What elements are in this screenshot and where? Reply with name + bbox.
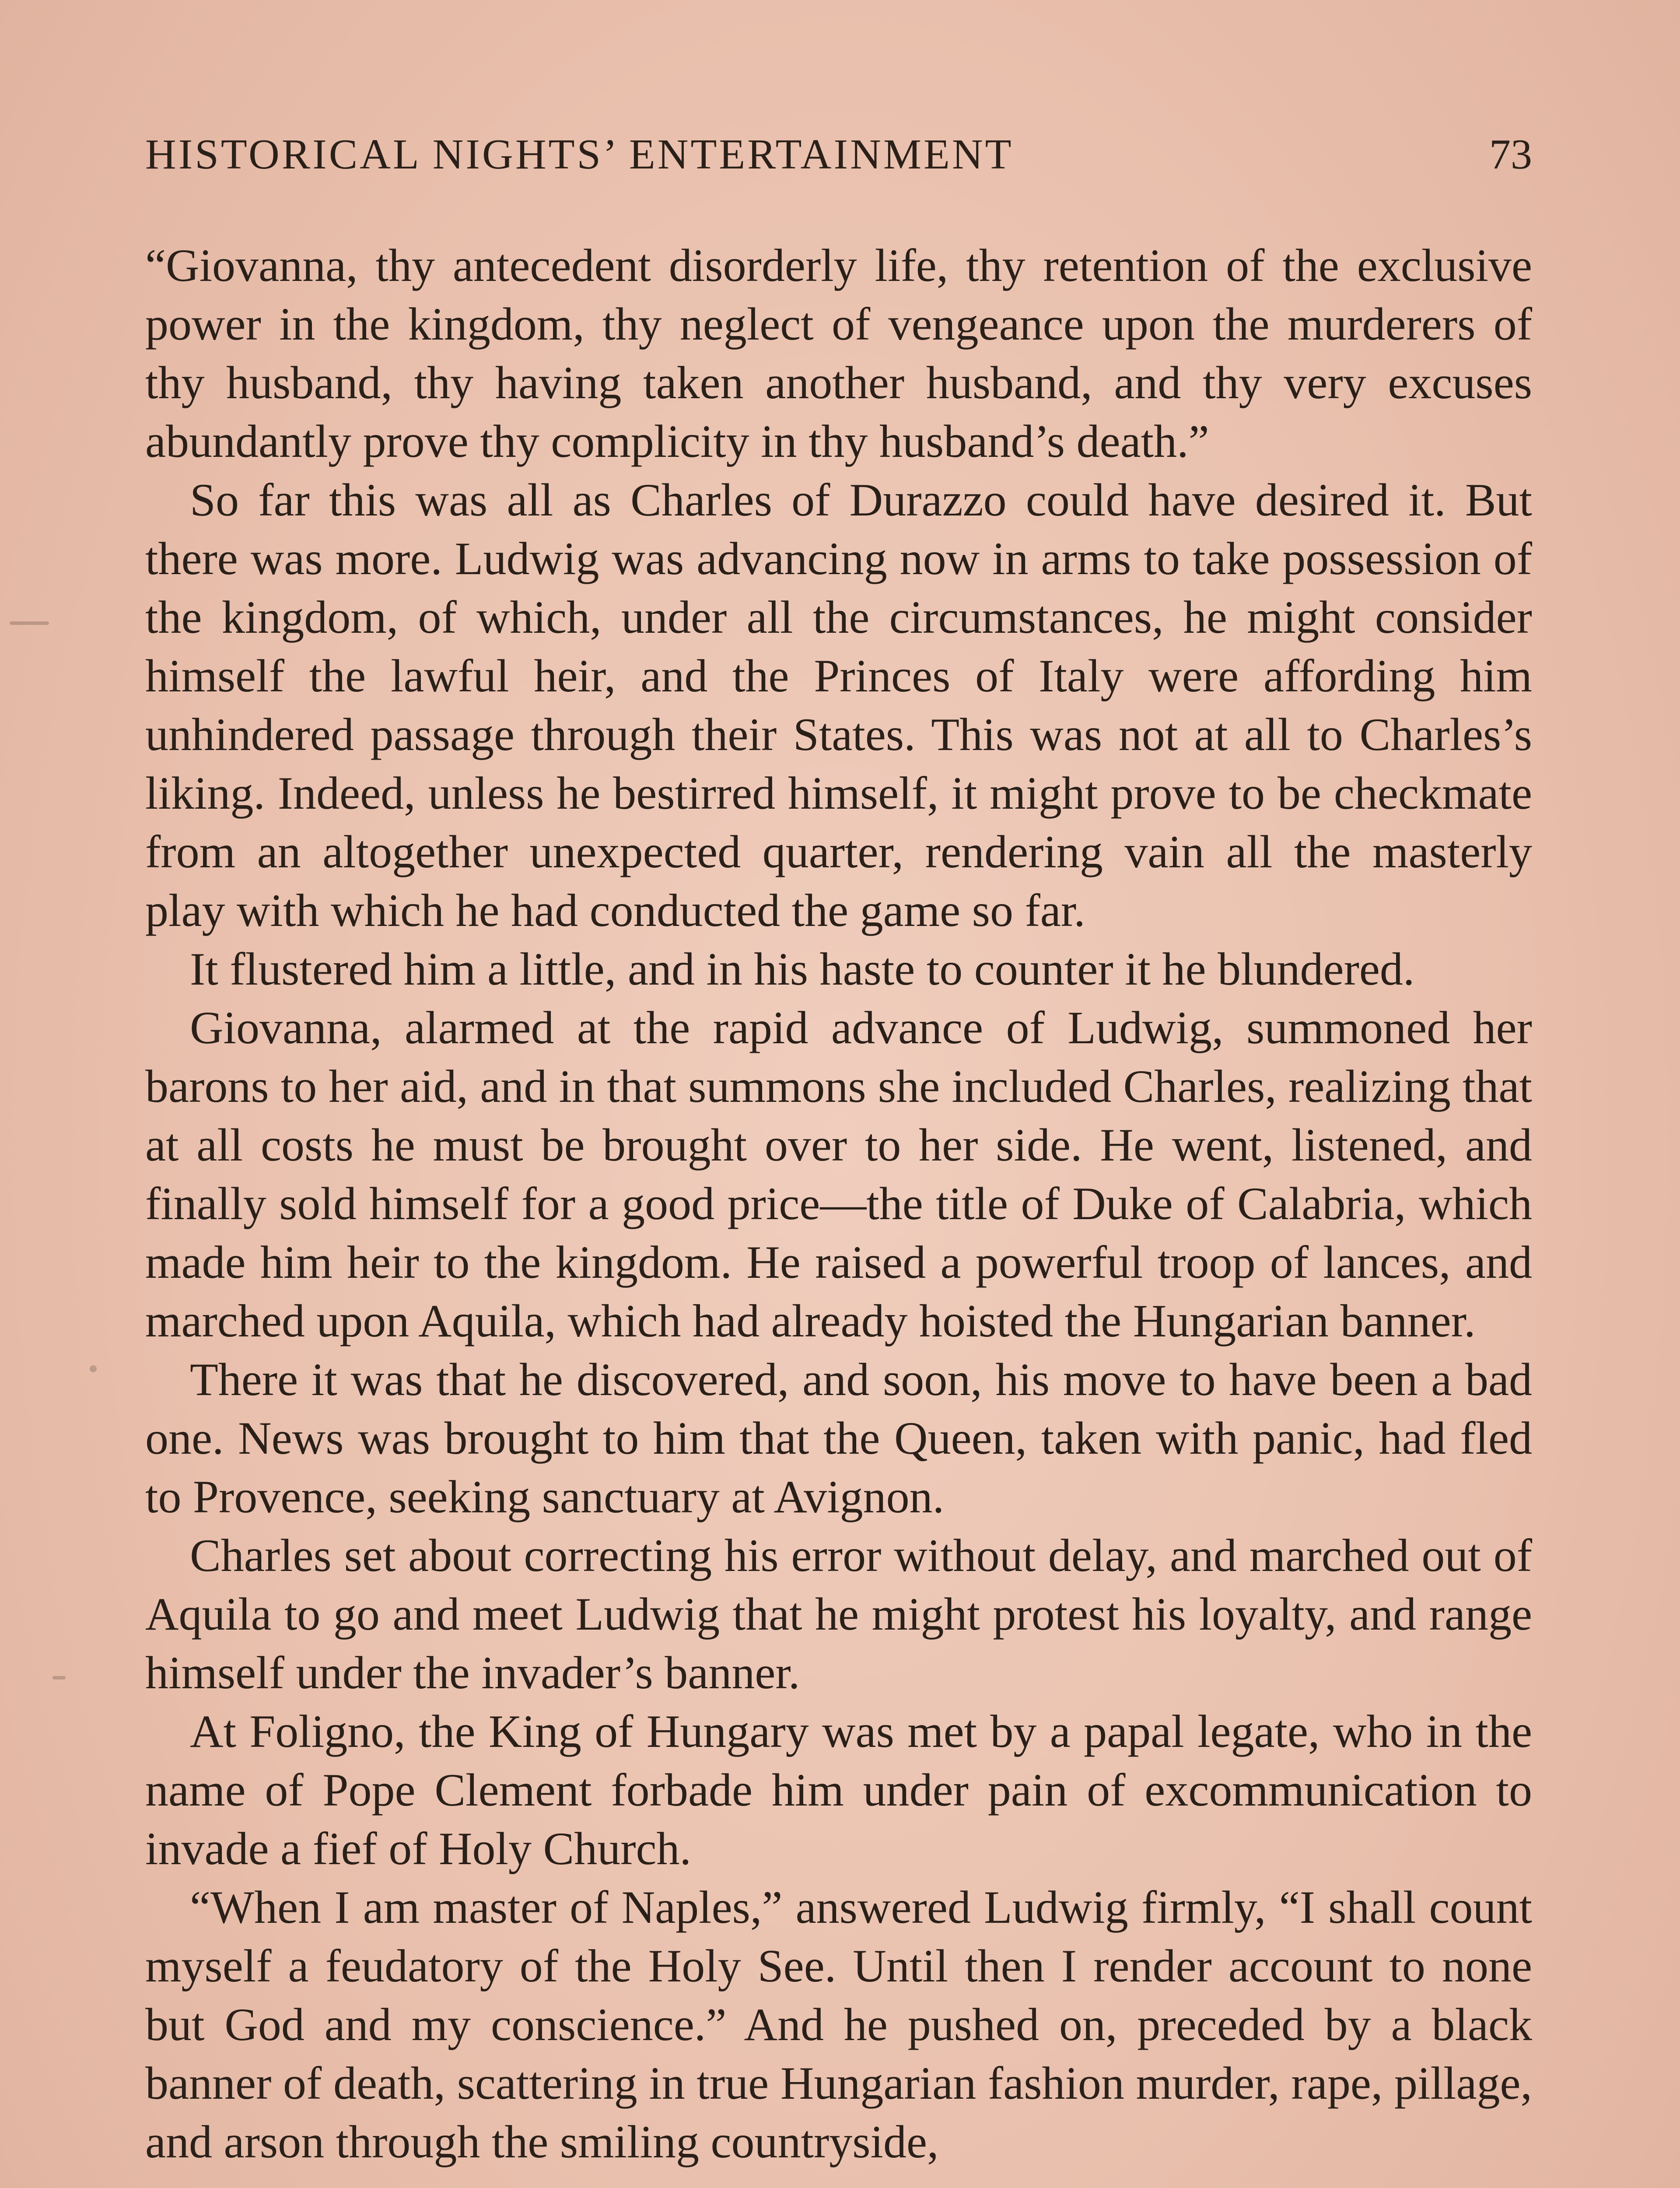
- paper-speck: [90, 1365, 97, 1372]
- paragraph: Giovanna, alarmed at the rapid advance of Ludwig, summoned her barons to her aid, and in that summons she included Charles, realizing that at all costs he must be brought over to her side. He went, listened, and finally sold himself for a good price—the title of Duke of Calabria, which made him heir to the kingdom. He raised a powerful troop of lances, and marched upon Aquila, which had already hoisted the Hungarian banner.: [145, 1002, 1532, 1346]
- paper-speck: [52, 1676, 66, 1680]
- paragraph: At Foligno, the King of Hungary was met by a papal legate, who in the name of Pope Clement forbade him under pain of excommunication to invade a fief of Holy Church.: [145, 1706, 1532, 1874]
- running-head: [145, 126, 1532, 183]
- running-title: HISTORICAL NIGHTS’ ENTERTAINMENT: [145, 131, 1014, 178]
- page-number: 73: [1489, 131, 1532, 178]
- paragraph: Charles set about correcting his error without delay, and marched out of Aquila to go and meet Ludwig that he might protest his loyalty, and range himself under the invader’s banner.: [145, 1530, 1532, 1698]
- paragraph: “When I am master of Naples,” answered Ludwig firmly, “I shall count myself a feudatory of the Holy See. Until then I render account to none but God and my conscience.” And he pushed on, preceded by a black banner of death, scattering in true Hungarian fashion murder, rape, pillage, and arson through the smiling countryside,: [145, 1882, 1532, 2167]
- paragraph: So far this was all as Charles of Durazzo could have desired it. But there was more. Ludwig was advancing now in arms to take possession of the kingdom, of which, under all the circumstances, he might consider himself the lawful heir, and the Princes of Italy were affording him unhindered passage through their States. This was not at all to Charles’s liking. Indeed, unless he bestirred himself, it might prove to be checkmate from an altogether unexpected quarter, rendering vain all the masterly play with which he had conducted the game so far.: [145, 474, 1532, 936]
- paragraph: It flustered him a little, and in his haste to counter it he blundered.: [190, 943, 1415, 995]
- paragraph-quote-continuation: “Giovanna, thy antecedent disorderly life, thy retention of the exclusive power in the kingdom, thy neglect of vengeance upon the murderers of thy husband, thy having taken another husband, and thy very excuses abundantly prove thy complicity in thy husband’s death.”: [145, 240, 1532, 467]
- paragraph: There it was that he discovered, and soon, his move to have been a bad one. News was brought to him that the Queen, taken with panic, had fled to Provence, seeking sanctuary at Avignon.: [145, 1354, 1532, 1522]
- body-text: [145, 236, 1532, 2171]
- paper-speck: [10, 621, 49, 625]
